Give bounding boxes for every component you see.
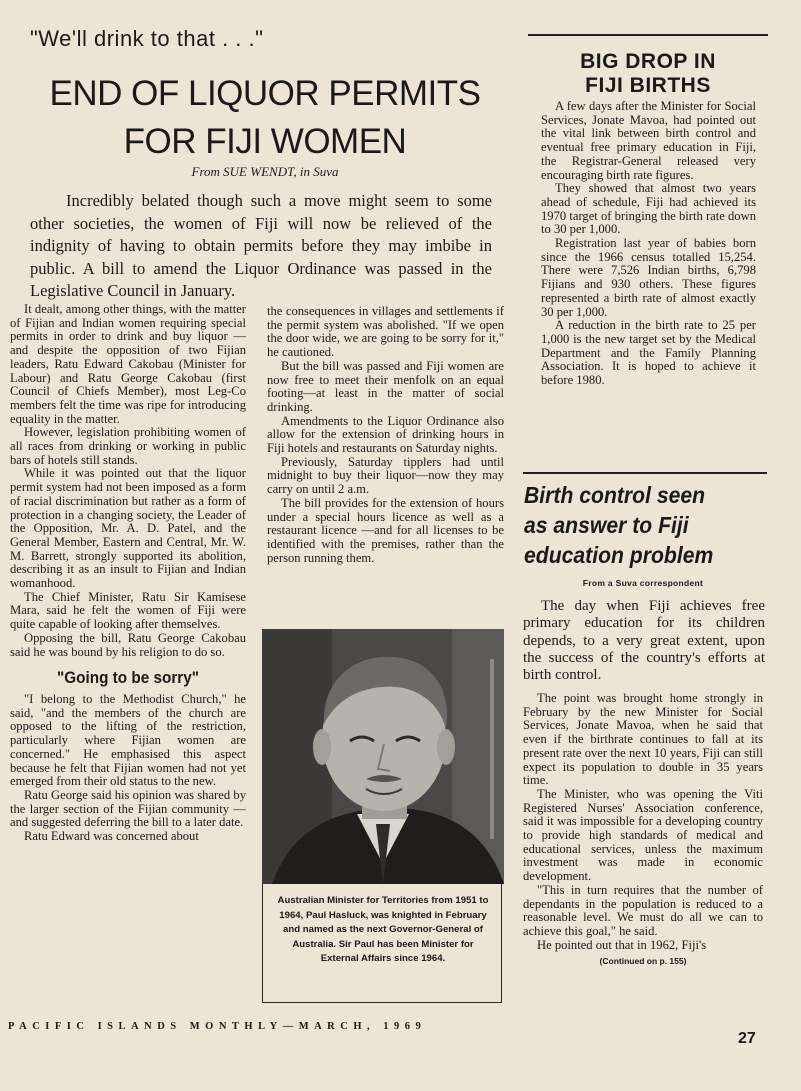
headline-line-2: FOR FIJI WOMEN bbox=[123, 122, 407, 161]
paragraph: He pointed out that in 1962, Fiji's bbox=[537, 937, 707, 952]
paragraph: A reduction in the birth rate to 25 per 1,000 is the new target set by the Medical Department and the Family Planning Association. It is hoped to achieve it before 1980. bbox=[541, 318, 756, 388]
photo-caption: Australian Minister for Territories from 1951 to 1964, Paul Hasluck, was knighted in February and named as the next Governor-General of Australia. Sir Paul has been Minister for External Affairs since 1964. bbox=[277, 895, 489, 965]
paragraph: Registration last year of babies born since the 1966 census totalled 15,254. There were 7,526 Indian births, 6,798 Fijians and 930 others. These figures represented a birth rate of almost exactly 30 per 1,000. bbox=[541, 236, 756, 319]
portrait-photo bbox=[262, 629, 504, 884]
paragraph: However, legislation prohibiting women of all races from drinking or working in public bars of hotels still stands. bbox=[10, 425, 246, 467]
byline: From SUE WENDT, in Suva bbox=[191, 164, 339, 179]
continued-note: (Continued on p. 155) bbox=[599, 956, 687, 967]
photo-caption-box bbox=[262, 884, 502, 1003]
paragraph: Ratu Edward was concerned about bbox=[24, 829, 199, 844]
right-headline-line-2: FIJI BIRTHS bbox=[585, 74, 711, 97]
portrait-illustration bbox=[262, 629, 504, 884]
paragraph: "This in turn requires that the number of dependants in the population is reduced to a reasonable level. We must do all we can to achieve this goal," he said. bbox=[523, 882, 763, 938]
article-column-2 bbox=[267, 305, 504, 565]
paragraph: The Minister, who was opening the Viti Registered Nurses' Association conference, said it was impossible for a developing country to provide high standards of medical and educational services, unless the maximum investment was made in economic development. bbox=[523, 786, 763, 884]
main-headline bbox=[20, 70, 510, 166]
paragraph: A few days after the Minister for Social Services, Jonate Mavoa, had pointed out the vital link between birth control and eventual free primary education in Fiji, the Registrar-General released very encouraging birth rate figures. bbox=[541, 99, 756, 182]
paragraph: While it was pointed out that the liquor permit system had not been imposed as a form of racial discrimination but rather as a form of protection in a changing society, the Leader of the Opposition, Mr. A. D. Patel, and the General Member, Eastern and Central, Mr. W. M. Barrett, strongly supported its abolition, describing it as an insult to Fijian and Indian womanhood. bbox=[10, 466, 246, 591]
paragraph: It dealt, among other things, with the matter of Fijian and Indian women requiring special permits in order to drink and buy liquor — and despite the opposition of two Fijian leaders, Ratu Edward Cakobau (Minister for Labour) and Ratu George Cakobau (first Council of Chiefs Member), most Leg-Co members felt the time was ripe for introducing equality in the matter. bbox=[10, 302, 246, 426]
paragraph: "I belong to the Methodist Church," he said, "and the members of the church are opposed to the lifting of the restriction, particularly where Fijian women are concerned." He emphasised this aspect because he felt that Fijian women had not yet emerged from their old status to the new. bbox=[10, 691, 246, 789]
right-headline-2-line-2: as answer to Fiji bbox=[524, 512, 689, 538]
top-rule bbox=[528, 34, 768, 36]
paragraph: Previously, Saturday tipplers had until midnight to buy their liquor—now they may carry on until 2 a.m. bbox=[267, 454, 504, 497]
paragraph: The point was brought home strongly in February by the new Minister for Social Services, Jonate Mavoa, when he said that even if the birthrate continues to fall at its present rate over the next 10 years, Fiji can still expect its population to double in 35 years time. bbox=[523, 691, 763, 788]
right-headline bbox=[528, 50, 768, 98]
paragraph: The bill provides for the extension of hours under a special hours licence as well as a restaurant licence —and for all licenses to be identified with the premises, rather than the person running them. bbox=[267, 495, 504, 565]
paragraph: But the bill was passed and Fiji women are now free to meet their menfolk on an equal footing—at least in the matter of social drinking. bbox=[267, 358, 504, 414]
paragraph: Amendments to the Liquor Ordinance also allow for the extension of drinking hours in Fiji hotels and restaurants on Saturday nights. bbox=[267, 413, 504, 456]
right-article-column-2 bbox=[523, 692, 763, 969]
right-article-column bbox=[541, 100, 756, 388]
publication-footer: PACIFIC ISLANDS MONTHLY—MARCH, 1969 bbox=[8, 1021, 427, 1032]
page-number: 27 bbox=[738, 1030, 756, 1047]
right-byline: From a Suva correspondent bbox=[582, 578, 704, 588]
kicker-quote: "We'll drink to that . . ." bbox=[30, 26, 264, 51]
paragraph: Opposing the bill, Ratu George Cakobau said he was bound by his religion to do so. bbox=[10, 630, 246, 659]
standfirst: Incredibly belated though such a move might seem to some other societies, the women of Fiji will now be relieved of the indignity of having to obtain permits before they may imbibe in public. A bill to amend the Liquor Ordinance was passed in the Legislative Council in January. bbox=[30, 191, 492, 300]
right-headline-line-1: BIG DROP IN bbox=[580, 50, 716, 73]
subheading: "Going to be sorry" bbox=[56, 668, 200, 688]
article-column-1 bbox=[10, 303, 246, 844]
right-headline-2 bbox=[524, 480, 748, 570]
paragraph: They showed that almost two years ahead of schedule, Fiji had achieved its 1970 target of bringing the birth rate down to 30 per 1,000. bbox=[541, 181, 756, 237]
paragraph: the consequences in villages and settlements if the permit system was abolished. "If we open the door wide, we are going to be sorry for it," he cautioned. bbox=[267, 304, 504, 360]
section-rule bbox=[523, 472, 767, 474]
right-lead-paragraph: The day when Fiji achieves free primary education for its children depends, to a very great extent, upon the success of the country's efforts at birth control. bbox=[523, 598, 765, 684]
right-headline-2-line-3: education problem bbox=[524, 542, 714, 568]
headline-line-1: END OF LIQUOR PERMITS bbox=[49, 74, 481, 113]
paragraph: The Chief Minister, Ratu Sir Kamisese Mara, said he felt the women of Fiji were quite capable of looking after themselves. bbox=[10, 589, 246, 632]
paragraph: Ratu George said his opinion was shared by the larger section of the Fijian community — and suggested deferring the bill to a later date. bbox=[10, 787, 246, 830]
right-headline-2-line-1: Birth control seen bbox=[524, 482, 706, 508]
